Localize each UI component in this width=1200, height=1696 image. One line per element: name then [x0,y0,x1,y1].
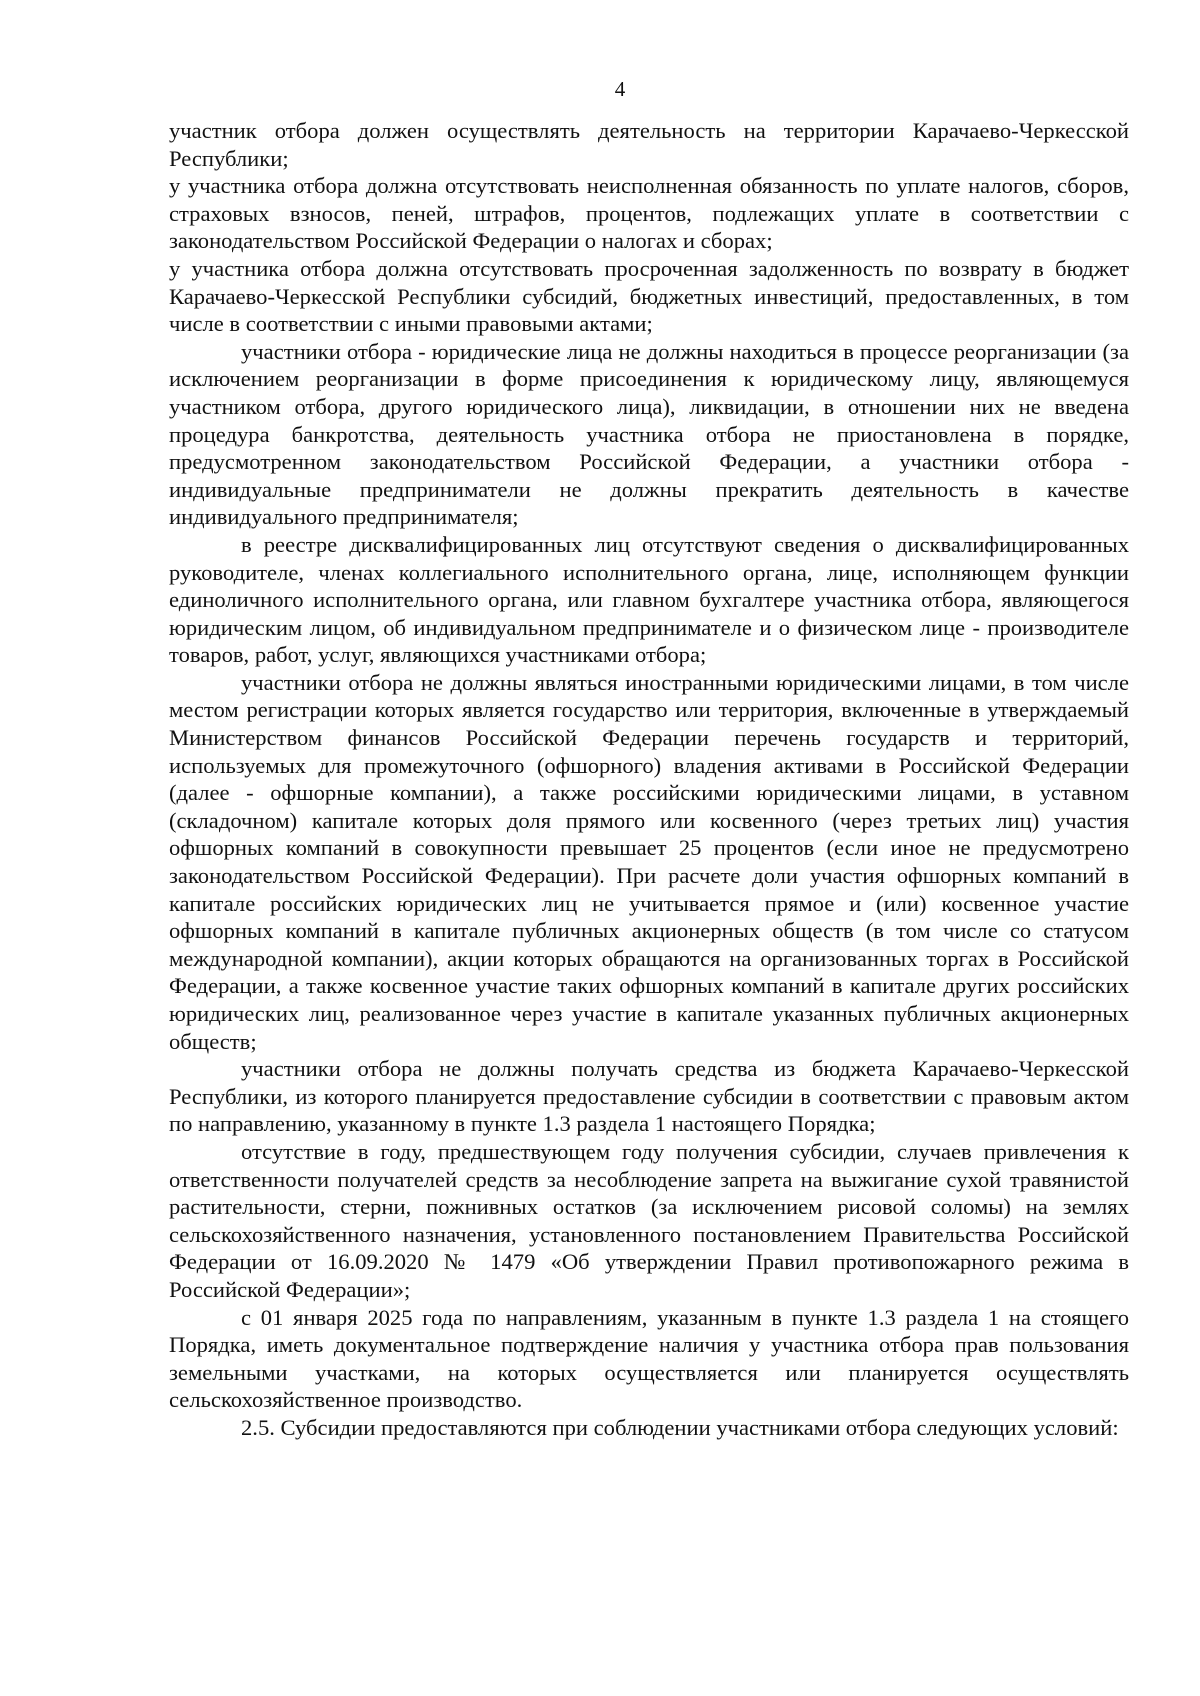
paragraph-land-rights: с 01 января 2025 года по направлениям, указанным в пункте 1.3 раздела 1 на стоящего Порядка, иметь документальное подтверждение наличия у участника отбора прав пользования земельными участками, на которых осуществляется или планируется осуществлять сельскохозяйственное производство. [169,1304,1129,1413]
paragraph-territory-requirement: участник отбора должен осуществлять деятельность на территории Карачаево-Черкесской Республики; [169,118,1129,171]
paragraph-section-2-5: 2.5. Субсидии предоставляются при соблюдении участниками отбора следующих условий: [241,1414,1119,1440]
document-body [169,117,1129,1442]
paragraph-tax-obligation: у участника отбора должна отсутствовать неисполненная обязанность по уплате налогов, сборов, страховых взносов, пеней, штрафов, процентов, подлежащих уплате в соответствии с законодательством Российской Федерации о налогах и сборах; [169,173,1129,254]
paragraph-offshore-companies: участники отбора не должны являться иностранными юридическими лицами, в том числе местом регистрации которых является государство или территория, включенные в утверждаемый Министерством финансов Российской Федерации перечень государств и территорий, используемых для промежуточного (офшорного) владения активами в Российской Федерации (далее - офшорные компании), а также российскими юридическими лицами, в уставном (складочном) капитале которых доля прямого или косвенного (через третьих лиц) участия офшорных компаний в совокупности превышает 25 процентов (если иное не предусмотрено законодательством Российской Федерации). При расчете доли участия офшорных компаний в капитале российских юридических лиц не учитывается прямое и (или) косвенное участие офшорных компаний в капитале публичных акционерных обществ (в том числе со статусом международной компании), акции которых обращаются на организованных торгах в Российской Федерации, а также косвенное участие таких офшорных компаний в капитале других российских юридических лиц, реализованное через участие в капитале указанных публичных акционерных обществ; [169,669,1129,1054]
paragraph-disqualified-registry: в реестре дисквалифицированных лиц отсутствуют сведения о дисквалифицированных руководителе, членах коллегиального исполнительного органа, лице, исполняющем функции единоличного исполнительного органа, или главном бухгалтере участника отбора, являющегося юридическим лицом, об индивидуальном предпринимателе и о физическом лице - производителе товаров, работ, услуг, являющихся участниками отбора; [169,531,1129,668]
page-number: 4 [614,77,626,101]
paragraph-overdue-debt: у участника отбора должна отсутствовать просроченная задолженность по возврату в бюджет Карачаево-Черкесской Республики субсидий, бюджетных инвестиций, предоставленных, в том числе в соответствии с иными правовыми актами; [169,255,1129,337]
paragraph-budget-funds: участники отбора не должны получать средства из бюджета Карачаево-Черкесской Республики, из которого планируется предоставление субсидии в соответствии с правовым актом по направлению, указанному в пункте 1.3 раздела 1 настоящего Порядка; [169,1056,1129,1137]
paragraph-burning-ban: отсутствие в году, предшествующем году получения субсидии, случаев привлечения к ответственности получателей средств за несоблюдение запрета на выжигание сухой травянистой растительности, стерни, пожнивных остатков (за исключением рисовой соломы) на землях сельскохозяйственного назначения, установленного постановлением Правительства Российской Федерации от 16.09.2020 № 1479 «Об утверждении Правил противопожарного режима в Российской Федерации»; [169,1138,1129,1302]
paragraph-reorganization: участники отбора - юридические лица не должны находиться в процессе реорганизации (за исключением реорганизации в форме присоединения к юридическому лицу, являющемуся участником отбора, другого юридического лица), ликвидации, в отношении них не введена процедура банкротства, деятельность участника отбора не приостановлена в порядке, предусмотренном законодательством Российской Федерации, а участники отбора - индивидуальные предприниматели не должны прекратить деятельность в качестве индивидуального предпринимателя; [169,338,1129,530]
